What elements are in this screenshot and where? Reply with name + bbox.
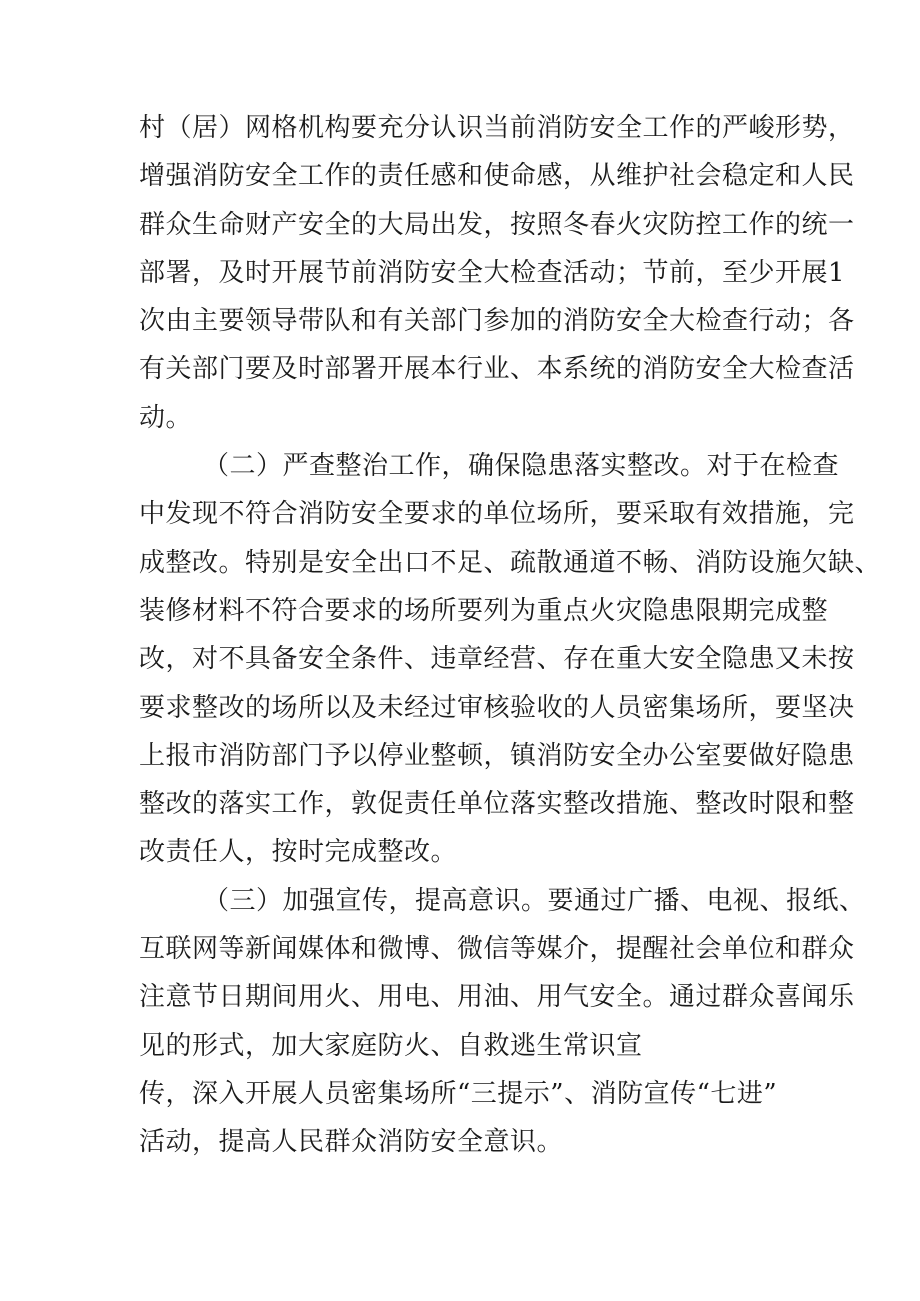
text-line: 动。 xyxy=(139,402,193,433)
text-line: 群众生命财产安全的大局出发，按照冬春火灾防控工作的统一 xyxy=(139,209,855,240)
text-line: 部署，及时开展节前消防安全大检查活动；节前，至少开展1 xyxy=(139,257,846,288)
text-line: 中发现不符合消防安全要求的单位场所，要采取有效措施，完 xyxy=(139,499,855,530)
paragraph-section-3 xyxy=(139,877,866,1167)
text-line: 改，对不具备安全条件、违章经营、存在重大安全隐患又未按 xyxy=(139,644,855,675)
text-line: 增强消防安全工作的责任感和使命感，从维护社会稳定和人民 xyxy=(139,161,855,192)
text-line: 要求整改的场所以及未经过审核验收的人员密集场所，要坚决 xyxy=(139,692,855,723)
text-line: 注意节日期间用火、用电、用油、用气安全。通过群众喜闻乐 xyxy=(139,982,855,1013)
text-line: 上报市消防部门予以停业整顿，镇消防安全办公室要做好隐患 xyxy=(139,740,855,771)
document-body xyxy=(139,104,882,1167)
text-line: 村（居）网格机构要充分认识当前消防安全工作的严峻形势， xyxy=(139,113,855,143)
text-line: 见的形式，加大家庭防火、自救逃生常识宣 xyxy=(139,1030,643,1061)
text-line: 互联网等新闻媒体和微博、微信等媒介，提醒社会单位和群众 xyxy=(139,934,855,965)
text-line: 次由主要领导带队和有关部门参加的消防安全大检查行动；各 xyxy=(139,306,855,337)
paragraph-section-2 xyxy=(139,442,882,877)
section-heading-line: （二）严查整治工作，确保隐患落实整改。对于在检查 xyxy=(203,451,840,482)
text-line: 装修材料不符合要求的场所要列为重点火灾隐患限期完成整 xyxy=(139,595,829,626)
section-heading-line: （三）加强宣传，提高意识。要通过广播、电视、报纸、 xyxy=(203,885,866,916)
text-line: 活动，提高人民群众消防安全意识。 xyxy=(139,1127,564,1158)
text-line: 有关部门要及时部署开展本行业、本系统的消防安全大检查活 xyxy=(139,354,855,385)
text-line: 成整改。特别是安全出口不足、疏散通道不畅、消防设施欠缺、 xyxy=(139,547,882,578)
text-line: 传，深入开展人员密集场所“三提示”、消防宣传“七进” xyxy=(139,1078,778,1109)
text-line: 改责任人，按时完成整改。 xyxy=(139,837,458,868)
text-line: 整改的落实工作，敦促责任单位落实整改措施、整改时限和整 xyxy=(139,789,855,820)
paragraph-intro-continuation xyxy=(139,104,855,442)
